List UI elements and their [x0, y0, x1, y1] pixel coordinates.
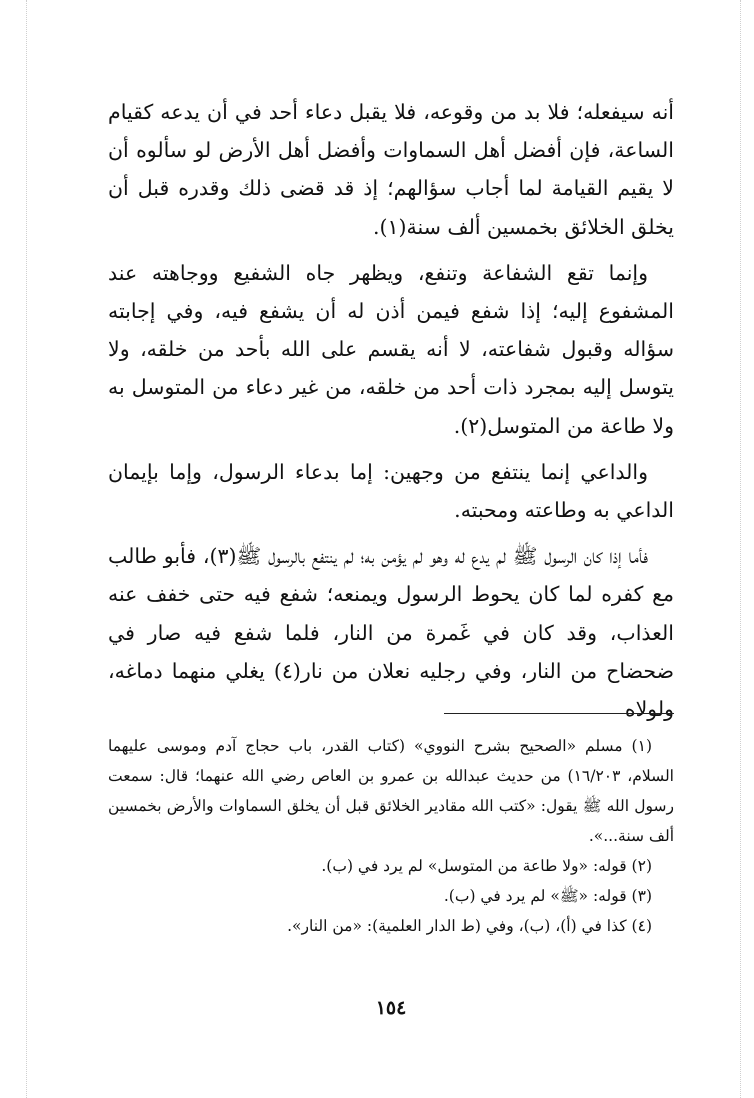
footnote-3: (٣) قوله: «ﷺ» لم يرد في (ب). [443, 887, 652, 905]
footnotes [108, 731, 674, 941]
paragraph-2: وإنما تقع الشفاعة وتنفع، ويظهر جاه الشفيع ووجاهته عند المشفوع إليه؛ إذا شفع فيمن أذن له أن يشفع فيه، وفي إجابته سؤاله وقبول شفاعته، لا أنه يقسم على الله بأحد من خلقه، ولا يتوسل إليه بمجرد ذات أحد من خلقه، من غير دعاء من المتوسل به ولا طاعة من المتوسل(٢). [108, 260, 674, 438]
paragraph-1: أنه سيفعله؛ فلا بد من وقوعه، فلا يقبل دعاء أحد في أن يدعه كقيام الساعة، فإن أفضل أهل السماوات وأفضل أهل الأرض لو سألوه أن لا يقيم القيامة لما أجاب سؤالهم؛ إذ قد قضى ذلك وقدره قبل أن يخلق الخلائق بخمسين ألف سنة(١). [108, 100, 674, 239]
footnote-1: (١) مسلم «الصحيح بشرح النووي» (كتاب القدر، باب حجاج آدم وموسى عليهما السلام، ١٦/٢٠٣) من حديث عبدالله بن عمرو بن العاص رضي الله عنهما؛ قال: سمعت رسول الله ﷺ يقول: «كتب الله مقادير الخلائق قبل أن يخلق السماوات والأرض بخمسين ألف سنة...». [108, 737, 674, 845]
footnote-2: (٢) قوله: «ولا طاعة من المتوسل» لم يرد في (ب). [321, 857, 652, 875]
footnote-4: (٤) كذا في (أ)، (ب)، وفي (ط الدار العلمية): «من النار». [287, 917, 652, 935]
page-number: ١٥٤ [375, 997, 407, 1019]
scan-dotted-edge-right [740, 0, 742, 1098]
main-text [108, 93, 674, 728]
book-page [108, 93, 674, 1053]
scan-dotted-edge-left [26, 0, 28, 1098]
paragraph-4: فأما إذا كان الرسول ﷺ لم يدع له وهو لم يؤمن به؛ لم ينتفع بالرسول ﷺ(٣)، فأبو طالب مع كفره لما كان يحوط الرسول ويمنعه؛ شفع فيه حتى خفف عنه العذاب، وقد كان في غَمرة من النار، فلما شفع فيه صار في ضحضاح من النار، وفي رجليه نعلان من نار(٤) يغلي منهما دماغه، ولولاه [108, 544, 675, 722]
paragraph-3: والداعي إنما ينتفع من وجهين: إما بدعاء الرسول، وإما بإيمان الداعي به وطاعته ومحبته. [108, 459, 674, 523]
footnote-separator [444, 713, 674, 714]
